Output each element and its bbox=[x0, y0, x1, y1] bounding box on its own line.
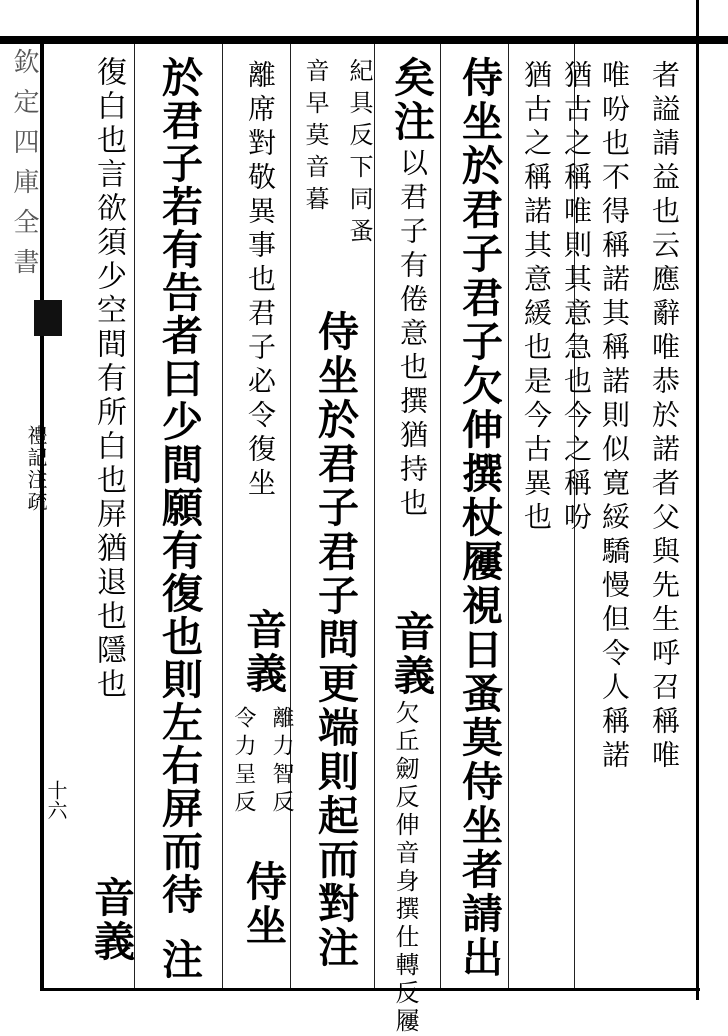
text-column-1: 者謚請益也云應辭唯恭於諾者父與先生呼召稱唯 bbox=[648, 60, 681, 774]
yinyi-note-6: 欠丘劒反伸音身撰仕轉反屨 bbox=[391, 700, 419, 1036]
zhu-marker-9: 注 bbox=[155, 938, 203, 982]
note-column-7b: 音早莫音暮 bbox=[301, 58, 329, 218]
yinyi-note-8a: 離力智反 bbox=[269, 706, 294, 818]
margin-collection-title: 欽定四庫全書 bbox=[9, 48, 39, 288]
commentary-column-8: 離席對敬異事也君子必令復坐 bbox=[244, 60, 277, 502]
yinyi-marker-10: 音義 bbox=[87, 876, 135, 964]
text-column-4: 猶古之稱諾其意緩也是今古異也 bbox=[520, 60, 553, 536]
column-divider bbox=[134, 44, 135, 988]
main-text-column-8: 侍坐 bbox=[239, 860, 287, 948]
main-text-column-5: 侍坐於君子君子欠伸撰杖屨視日蚤莫侍坐者請出 bbox=[455, 56, 503, 980]
yinyi-marker-8: 音義 bbox=[239, 608, 287, 696]
margin-book-title: 禮記注疏 bbox=[24, 425, 48, 513]
margin-page-number: 十六 bbox=[44, 780, 68, 820]
main-text-column-9: 於君子若有告者曰少間願有復也則左右屏而待 bbox=[155, 56, 203, 916]
margin-fishtail-mark bbox=[34, 300, 62, 336]
column-divider bbox=[440, 44, 441, 988]
yinyi-marker-6: 音義 bbox=[387, 610, 435, 698]
text-column-2: 唯吩也不得稱諾其稱諾則似寛綏驕慢但令人稱諾 bbox=[598, 60, 631, 774]
column-divider bbox=[290, 44, 291, 988]
text-column-3: 猶古之稱唯則其意急也今之稱吩 bbox=[560, 60, 593, 536]
yinyi-note-8b: 令力呈反 bbox=[231, 706, 256, 818]
main-text-column-7: 侍坐於君子君子問更端則起而對注 bbox=[311, 310, 359, 970]
frame-right-line bbox=[696, 0, 699, 1000]
commentary-column-10: 復白也言欲須少空間有所白也屏猶退也隱也 bbox=[91, 56, 126, 702]
frame-top-line bbox=[40, 40, 700, 43]
note-column-7a: 紀具反下同蚤 bbox=[345, 58, 373, 250]
commentary-column-6: 以君子有倦意也撰猶持也 bbox=[396, 148, 429, 522]
column-divider bbox=[222, 44, 223, 988]
main-text-column-6-start: 矣注 bbox=[387, 56, 435, 144]
frame-bottom-line bbox=[40, 988, 700, 991]
